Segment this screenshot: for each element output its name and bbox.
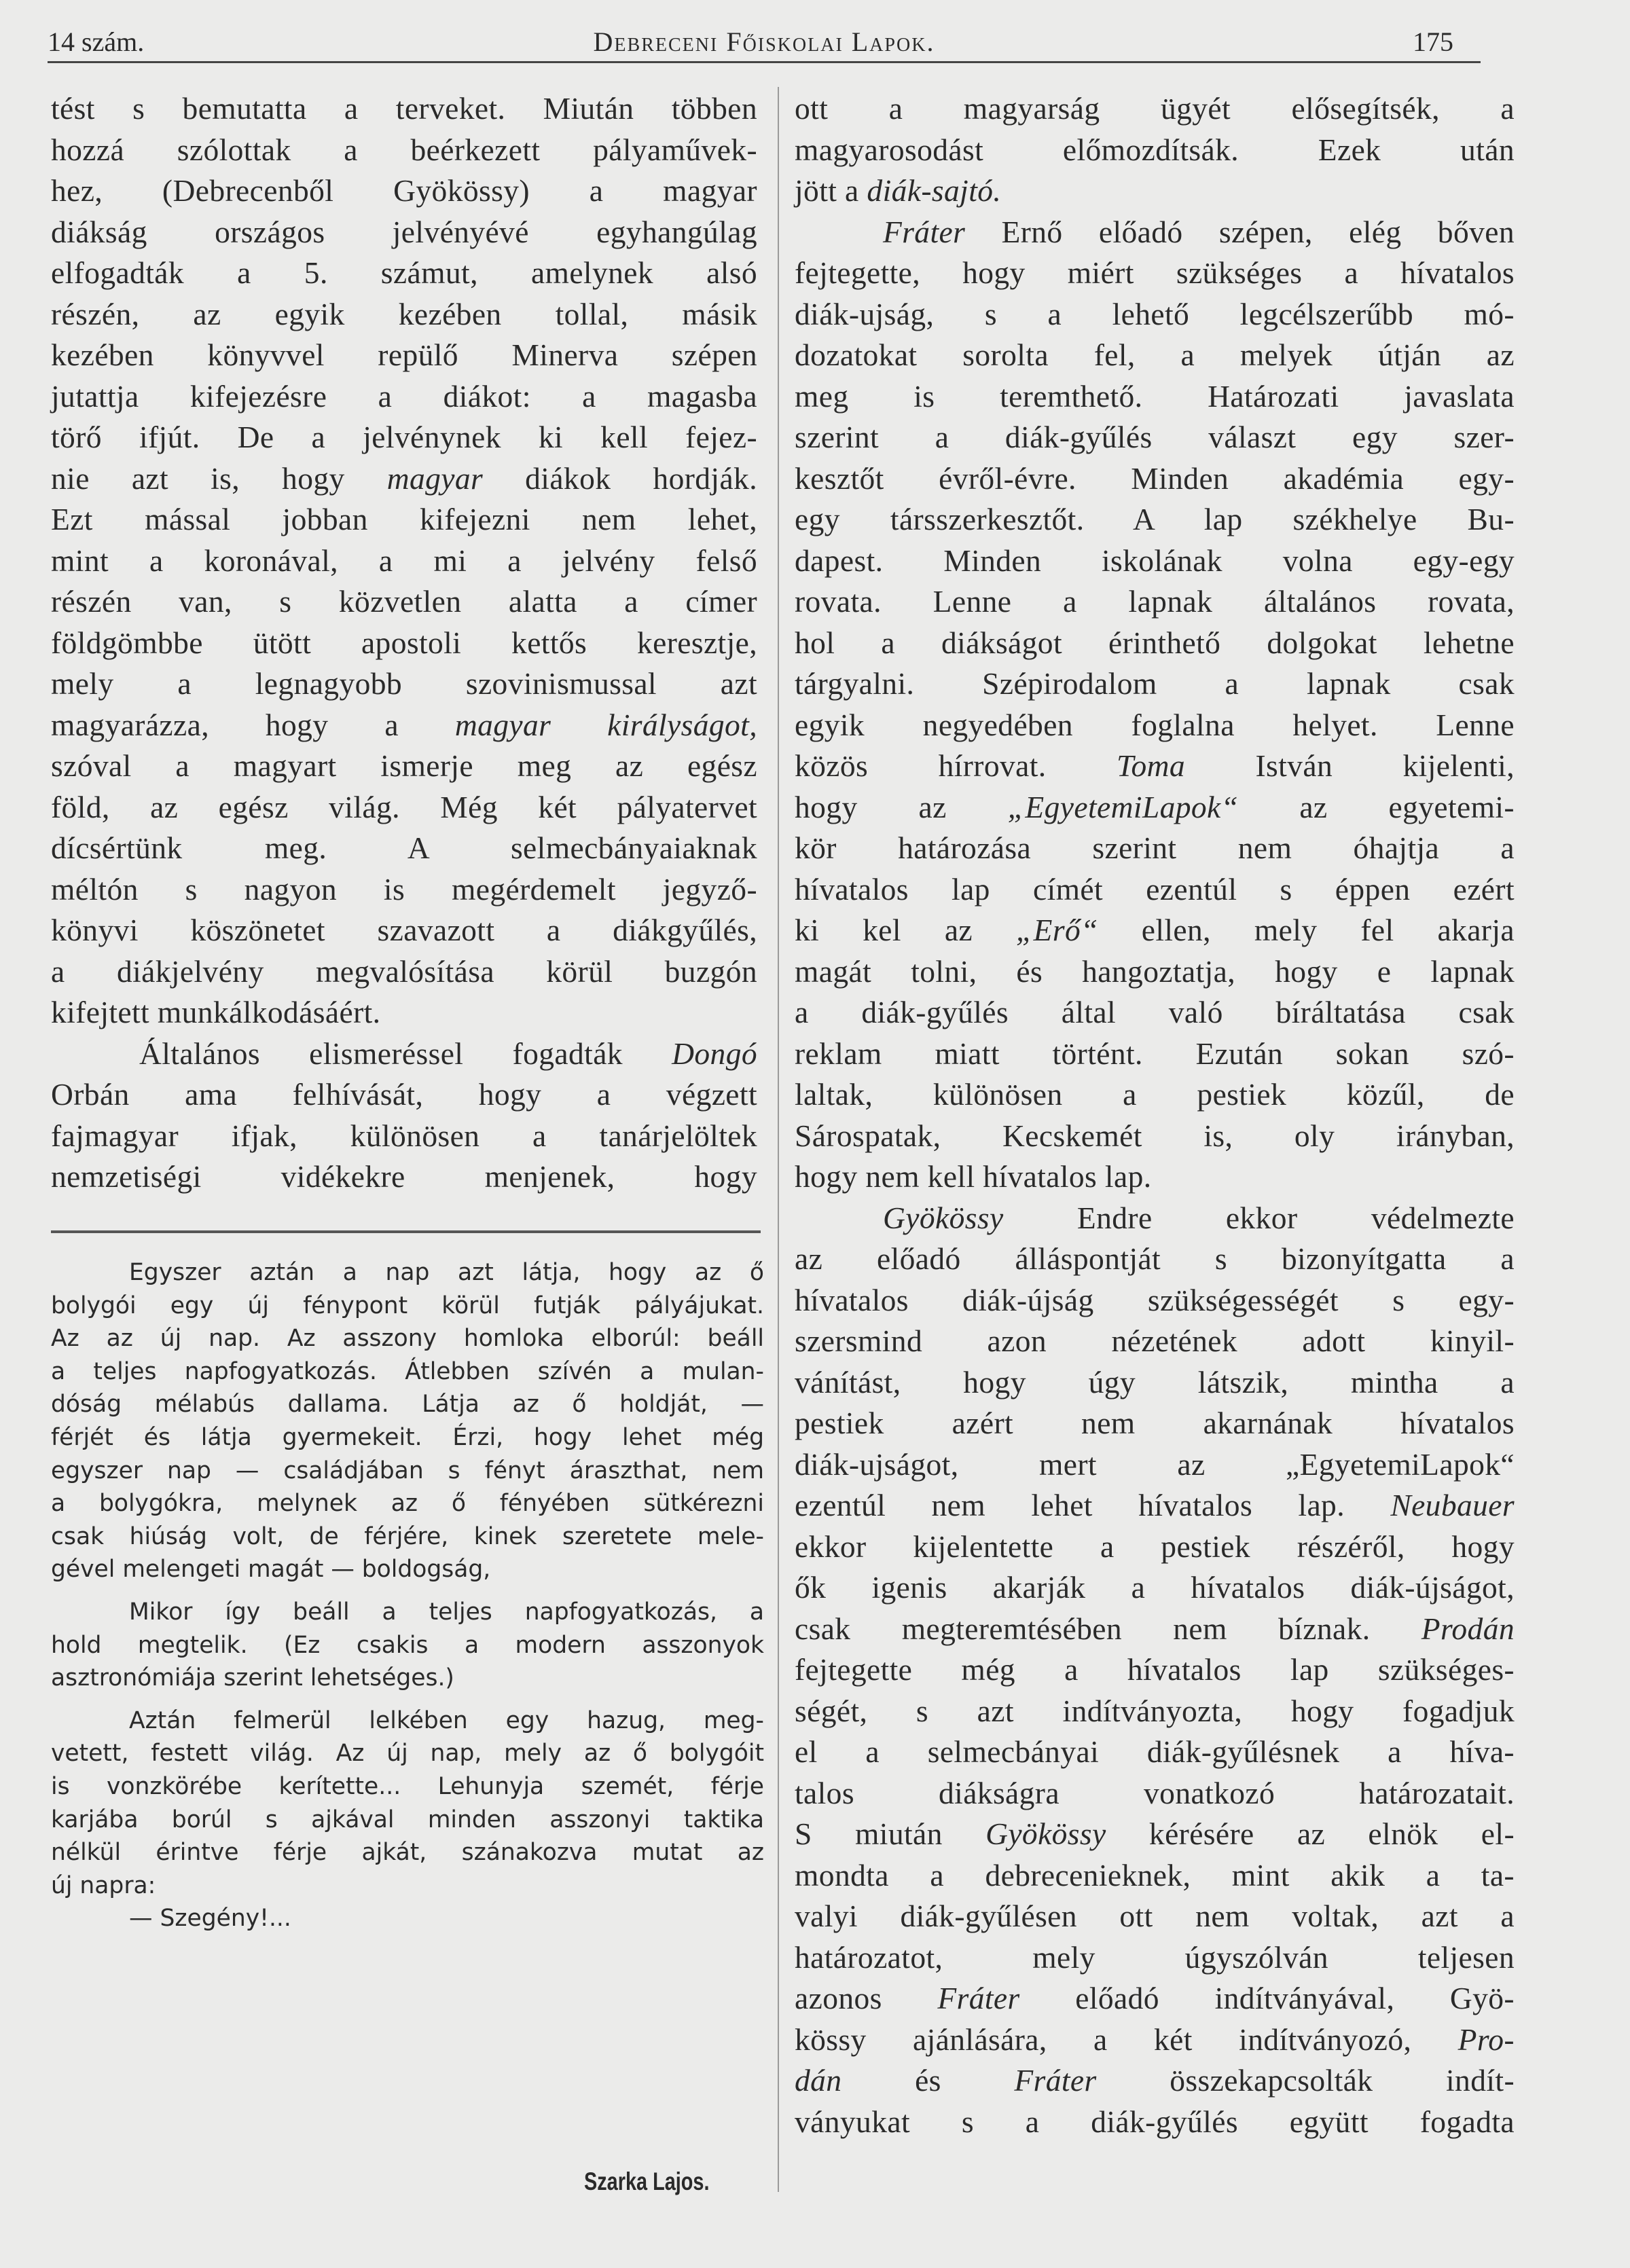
text-line (795, 253, 1515, 294)
text-line (51, 746, 757, 787)
text-run: asztronómiája szerint lehetséges.) (51, 1664, 454, 1692)
text-line (795, 1937, 1515, 1979)
text-line (795, 1649, 1515, 1691)
text-line (51, 1902, 764, 1935)
text-run: bolygói egy új fénypont körül futják pályájukat. (51, 1292, 764, 1319)
text-run: fajmagyar ifjak, különösen a tanárjelöltek (51, 1118, 757, 1153)
text-line (51, 828, 757, 869)
text-run: közös hírrovat. (795, 748, 1117, 783)
text-line (795, 2019, 1515, 2061)
text-run: jutattja kifejezésre a diákot: a magasba (51, 378, 757, 414)
text-line (795, 746, 1515, 787)
text-line (795, 1074, 1515, 1116)
text-run: a bolygókra, melynek az ő fényében sütkérezni (51, 1490, 764, 1518)
text-run: a diák-gyűlés által való bíráltatása csak (795, 995, 1515, 1029)
text-line (51, 787, 757, 828)
text-run: magát tolni, és hangoztatja, hogy e lapnak (795, 953, 1515, 989)
text-line (795, 1814, 1515, 1855)
text-run: kesztőt évről-évre. Minden akadémia egy- (795, 460, 1515, 496)
text-line (51, 335, 757, 376)
text-line (795, 663, 1515, 705)
text-run: ki kel az (795, 913, 1016, 947)
text-run: rovata. Lenne a lapnak általános rovata, (795, 584, 1515, 619)
text-run: dícsértünk meg. A selmecbányaiaknak (51, 830, 757, 865)
text-line (51, 1487, 764, 1520)
column-rule (778, 87, 779, 2192)
text-run: Az az új nap. Az asszony homloka elborúl: beáll (51, 1325, 764, 1353)
italic-text: „Erő“ (1015, 913, 1098, 947)
text-line (51, 1355, 764, 1389)
running-head (48, 20, 1481, 63)
text-line (795, 1403, 1515, 1444)
text-line (51, 1737, 764, 1770)
text-line (795, 1773, 1515, 1814)
text-line (51, 869, 757, 911)
italic-text: Prodán (1421, 1611, 1515, 1646)
text-run: fejtegette még a hívatalos lap szükséges- (795, 1652, 1515, 1687)
text-line (795, 1280, 1515, 1321)
text-run: laltak, különösen a pestiek közűl, de (795, 1077, 1515, 1112)
text-run: földgömbbe ütött apostoli kettős keresztje, (51, 625, 757, 660)
text-run: határozatot, mely úgyszólván teljesen (795, 1939, 1515, 1975)
text-line (795, 1198, 1515, 1239)
text-line (795, 581, 1515, 623)
text-line (51, 581, 757, 623)
text-line (51, 376, 757, 418)
text-line (795, 1978, 1515, 2019)
text-line (795, 828, 1515, 869)
page-number: 175 (1413, 26, 1453, 57)
text-line (795, 417, 1515, 458)
text-run: egy társszerkesztőt. A lap székhelye Bu- (795, 502, 1515, 536)
short-story-text (51, 1256, 764, 1935)
italic-text: Gyökössy (985, 1816, 1106, 1851)
text-line (51, 1520, 764, 1554)
text-line (795, 170, 1515, 212)
text-line (51, 1034, 757, 1075)
text-run: ványukat s a diák-gyűlés együtt fogadta (795, 2104, 1515, 2139)
text-run: és (841, 2063, 1015, 2098)
text-run: Aztán felmerül lelkében egy hazug, meg- (129, 1706, 764, 1734)
text-run: diákok hordják. (483, 460, 757, 496)
text-run: Általános elismeréssel fogadták (139, 1036, 672, 1071)
text-line (51, 910, 757, 951)
text-run: magyarázza, hogy a (51, 707, 455, 742)
italic-text: Neubauer (1390, 1488, 1515, 1522)
italic-text: magyar királyságot, (454, 707, 757, 742)
text-run: kössy ajánlására, a két indítványozó, (795, 2022, 1458, 2057)
text-line (51, 1388, 764, 1421)
italic-text: „EgyetemiLapok“ (1007, 789, 1239, 824)
text-line (795, 992, 1515, 1034)
italic-text: dán (795, 2063, 842, 2098)
text-line (795, 1034, 1515, 1075)
text-line (795, 130, 1515, 171)
text-line (795, 1732, 1515, 1773)
text-line (795, 2060, 1515, 2102)
text-line (51, 1704, 764, 1738)
text-line (51, 1290, 764, 1323)
text-run: el a selmecbányai diák-gyűlésnek a híva- (795, 1734, 1515, 1769)
text-run: összekapcsolták indít- (1096, 2063, 1515, 2098)
text-line (795, 294, 1515, 335)
text-line (795, 1855, 1515, 1897)
text-run: hogy nem kell hívatalos lap. (795, 1159, 1152, 1194)
story-separator (51, 1230, 761, 1233)
text-line (795, 1444, 1515, 1486)
text-run: ők igenis akarják a hívatalos diák-újságot, (795, 1570, 1515, 1605)
text-line (795, 1116, 1515, 1157)
text-run: mint a koronával, a mi a jelvény felső (51, 543, 757, 578)
text-line (51, 1836, 764, 1869)
text-line (51, 1455, 764, 1488)
text-line (795, 1567, 1515, 1609)
right-column (795, 88, 1515, 2142)
text-run: diák-ujságot, mert az „EgyetemiLapok“ (795, 1446, 1515, 1482)
text-run: az egyetemi- (1238, 789, 1515, 824)
text-line (51, 458, 757, 500)
text-line (795, 212, 1515, 253)
text-run: csak megteremtésében nem bíznak. (795, 1611, 1421, 1646)
text-line (51, 1116, 757, 1157)
text-line (795, 869, 1515, 911)
text-run: S miután (795, 1816, 986, 1851)
text-run: — Szegény!... (129, 1905, 291, 1933)
text-run: azonos (795, 1981, 938, 2015)
text-run: szerint a diák-gyűlés választ egy szer- (795, 420, 1515, 454)
text-run: csak hiúság volt, de férjére, kinek szeretete mele- (51, 1522, 764, 1550)
issue-number: 14 szám. (48, 26, 145, 57)
text-run: hívatalos lap címét ezentúl s éppen ezért (795, 871, 1515, 907)
text-run: ott a magyarság ügyét elősegítsék, a (795, 91, 1515, 126)
text-line (51, 705, 757, 746)
text-run: nélkül érintve férje ajkát, szánakozva mutat az (51, 1839, 764, 1867)
text-run: Orbán ama felhívását, hogy a végzett (51, 1077, 757, 1112)
text-run: kifejtett munkálkodásáért. (51, 995, 381, 1029)
italic-text: diák-sajtó. (867, 173, 1002, 208)
text-run: a teljes napfogyatkozás. Átlebben szívén a mulan- (51, 1357, 764, 1385)
text-line (51, 541, 757, 582)
text-line (51, 212, 757, 253)
right-column-text (795, 88, 1515, 2142)
text-run: a diákjelvény megvalósítása körül buzgón (51, 953, 757, 989)
italic-text: Pro- (1457, 2022, 1515, 2057)
text-run: könyvi köszönetet szavazott a diákgyűlés, (51, 913, 757, 947)
text-run: kör határozása szerint nem óhajtja a (795, 830, 1515, 865)
text-line (51, 294, 757, 335)
text-line (51, 499, 757, 541)
text-run: ségét, s azt indítványozta, hogy fogadjuk (795, 1693, 1515, 1728)
text-run: dóság mélabús dallama. Látja az ő holdját, — (51, 1391, 764, 1419)
text-run: reklam miatt történt. Ezután sokan szó- (795, 1036, 1515, 1071)
text-line (795, 1485, 1515, 1526)
text-line (51, 1869, 764, 1903)
text-run: föld, az egész világ. Még két pályatervet (51, 789, 757, 824)
story-signature: Szarka Lajos. (584, 2168, 710, 2195)
text-line (51, 130, 757, 171)
text-line (795, 1609, 1515, 1650)
italic-text: Gyökössy (883, 1200, 1004, 1235)
text-run: mely a legnagyobb szovinismussal azt (51, 666, 757, 701)
text-line (51, 1322, 764, 1355)
text-line (795, 2102, 1515, 2143)
text-line (51, 253, 757, 294)
text-run: ezentúl nem lehet hívatalos lap. (795, 1488, 1391, 1522)
paragraph-gap (51, 1695, 764, 1704)
text-run: jött a (795, 173, 867, 208)
text-line (795, 705, 1515, 746)
text-run: férjét és látja gyermekeit. Érzi, hogy lehet még (51, 1423, 764, 1451)
text-line (795, 1362, 1515, 1404)
text-run: valyi diák-gyűlésen ott nem voltak, azt a (795, 1899, 1515, 1933)
text-line (51, 992, 757, 1034)
text-line (795, 910, 1515, 951)
text-run: kezében könyvvel repülő Minerva szépen (51, 337, 757, 372)
paragraph-gap (51, 1586, 764, 1596)
text-line (795, 787, 1515, 828)
italic-text: magyar (386, 460, 484, 496)
text-line (795, 1526, 1515, 1568)
text-run: egyszer nap — családjában s fényt áraszthat, nem (51, 1457, 764, 1484)
text-run: előadó indítványával, Gyö- (1019, 1981, 1515, 2015)
text-run: Sárospatak, Kecskemét is, oly irányban, (795, 1118, 1515, 1153)
text-line (795, 1156, 1515, 1198)
text-run: mondta a debrecenieknek, mint akik a ta- (795, 1857, 1515, 1892)
text-line (51, 1770, 764, 1804)
italic-text: Fráter (1014, 2063, 1097, 2098)
text-run: méltón s nagyon is megérdemelt jegyző- (51, 871, 757, 907)
text-run: részén van, s közvetlen alatta a címer (51, 584, 757, 619)
text-run: Ernő előadó szépen, elég bőven (965, 214, 1515, 249)
text-run: meg is teremthető. Határozati javaslata (795, 378, 1515, 414)
left-column (51, 88, 757, 1198)
text-run: szersmind azon nézetének adott kinyil- (795, 1323, 1515, 1358)
text-line (51, 1074, 757, 1116)
text-line (51, 1156, 757, 1198)
text-run: dapest. Minden iskolának volna egy-egy (795, 543, 1515, 578)
italic-text: Fráter (937, 1981, 1020, 2015)
text-line (51, 88, 757, 130)
text-line (51, 1804, 764, 1837)
text-run: vetett, festett világ. Az új nap, mely az ő bolygóit (51, 1740, 764, 1768)
text-line (795, 1239, 1515, 1280)
text-line (795, 88, 1515, 130)
text-run: pestiek azért nem akarnának hívatalos (795, 1406, 1515, 1440)
text-line (795, 335, 1515, 376)
text-run: kérésére az elnök el- (1106, 1816, 1515, 1851)
text-line (51, 170, 757, 212)
text-run: hogy az (795, 789, 1008, 824)
text-run: új napra: (51, 1871, 156, 1899)
text-run: karjába borúl s ajkával minden asszonyi taktika (51, 1806, 764, 1833)
text-run: hol a diákságot érinthető dolgokat lehetne (795, 625, 1515, 660)
text-run: törő ifjút. De a jelvénynek ki kell fejez- (51, 420, 757, 454)
italic-text: Fráter (883, 214, 966, 249)
text-run: Egyszer aztán a nap azt látja, hogy az ő (129, 1259, 764, 1286)
text-run: diák-ujság, s a lehető legcélszerűbb mó- (795, 296, 1515, 331)
text-line (51, 951, 757, 993)
text-line (51, 1256, 764, 1290)
text-run: Ezt mással jobban kifejezni nem lehet, (51, 502, 757, 536)
text-run: szóval a magyart ismerje meg az egész (51, 748, 757, 783)
text-line (795, 499, 1515, 541)
text-run: István kijelenti, (1185, 748, 1515, 783)
text-line (51, 1662, 764, 1695)
left-column-text (51, 88, 757, 1198)
text-run: az előadó álláspontját s bizonyítgatta a (795, 1241, 1515, 1276)
text-run: dozatokat sorolta fel, a melyek útján az (795, 337, 1515, 372)
text-run: gével melengeti magát — boldogság, (51, 1556, 491, 1584)
text-line (51, 623, 757, 664)
text-line (51, 417, 757, 458)
italic-text: Toma (1117, 748, 1186, 783)
text-line (795, 1691, 1515, 1732)
text-run: fejtegette, hogy miért szükséges a hívatalos (795, 255, 1515, 290)
text-line (795, 376, 1515, 418)
italic-text: Dongó (672, 1036, 757, 1071)
text-line (795, 541, 1515, 582)
text-run: egyik negyedében foglalna helyet. Lenne (795, 707, 1515, 742)
text-run: hez, (Debrecenből Gyökössy) a magyar (51, 173, 757, 208)
text-run: ellen, mely fel akarja (1098, 913, 1515, 947)
text-run: is vonzkörébe kerítette... Lehunyja szemét, férje (51, 1772, 764, 1800)
text-run: Mikor így beáll a teljes napfogyatkozás, a (129, 1598, 764, 1626)
text-line (795, 623, 1515, 664)
text-line (795, 1896, 1515, 1937)
text-line (795, 951, 1515, 993)
text-line (51, 1629, 764, 1662)
text-run: tárgyalni. Szépirodalom a lapnak csak (795, 666, 1515, 701)
text-run: vánítást, hogy úgy látszik, mintha a (795, 1364, 1515, 1400)
text-run: részén, az egyik kezében tollal, másik (51, 296, 757, 331)
text-run: elfogadták a 5. számut, amelynek alsó (51, 255, 757, 290)
text-line (51, 1553, 764, 1586)
text-run: talos diákságra vonatkozó határozatait. (795, 1775, 1515, 1810)
text-run: nie azt is, hogy (51, 460, 387, 496)
text-run: nemzetiségi vidékekre menjenek, hogy (51, 1159, 757, 1194)
text-line (51, 1596, 764, 1629)
text-run: hozzá szólottak a beérkezett pályaművek- (51, 132, 757, 167)
text-run: Endre ekkor védelmezte (1003, 1200, 1515, 1235)
text-run: hold megtelik. (Ez csakis a modern asszonyok (51, 1631, 764, 1659)
text-run: hívatalos diák-újság szükségességét s egy- (795, 1282, 1515, 1317)
text-run: tést s bemutatta a terveket. Miután többen (51, 91, 757, 126)
text-run: ekkor kijelentette a pestiek részéről, hogy (795, 1529, 1515, 1564)
text-line (795, 1321, 1515, 1362)
text-run: diákság országos jelvényévé egyhangúlag (51, 214, 757, 249)
journal-title: Debreceni Főiskolai Lapok. (593, 26, 935, 57)
text-line (51, 663, 757, 705)
text-line (795, 458, 1515, 500)
text-run: magyarosodást előmozdítsák. Ezek után (795, 132, 1515, 167)
text-line (51, 1421, 764, 1455)
